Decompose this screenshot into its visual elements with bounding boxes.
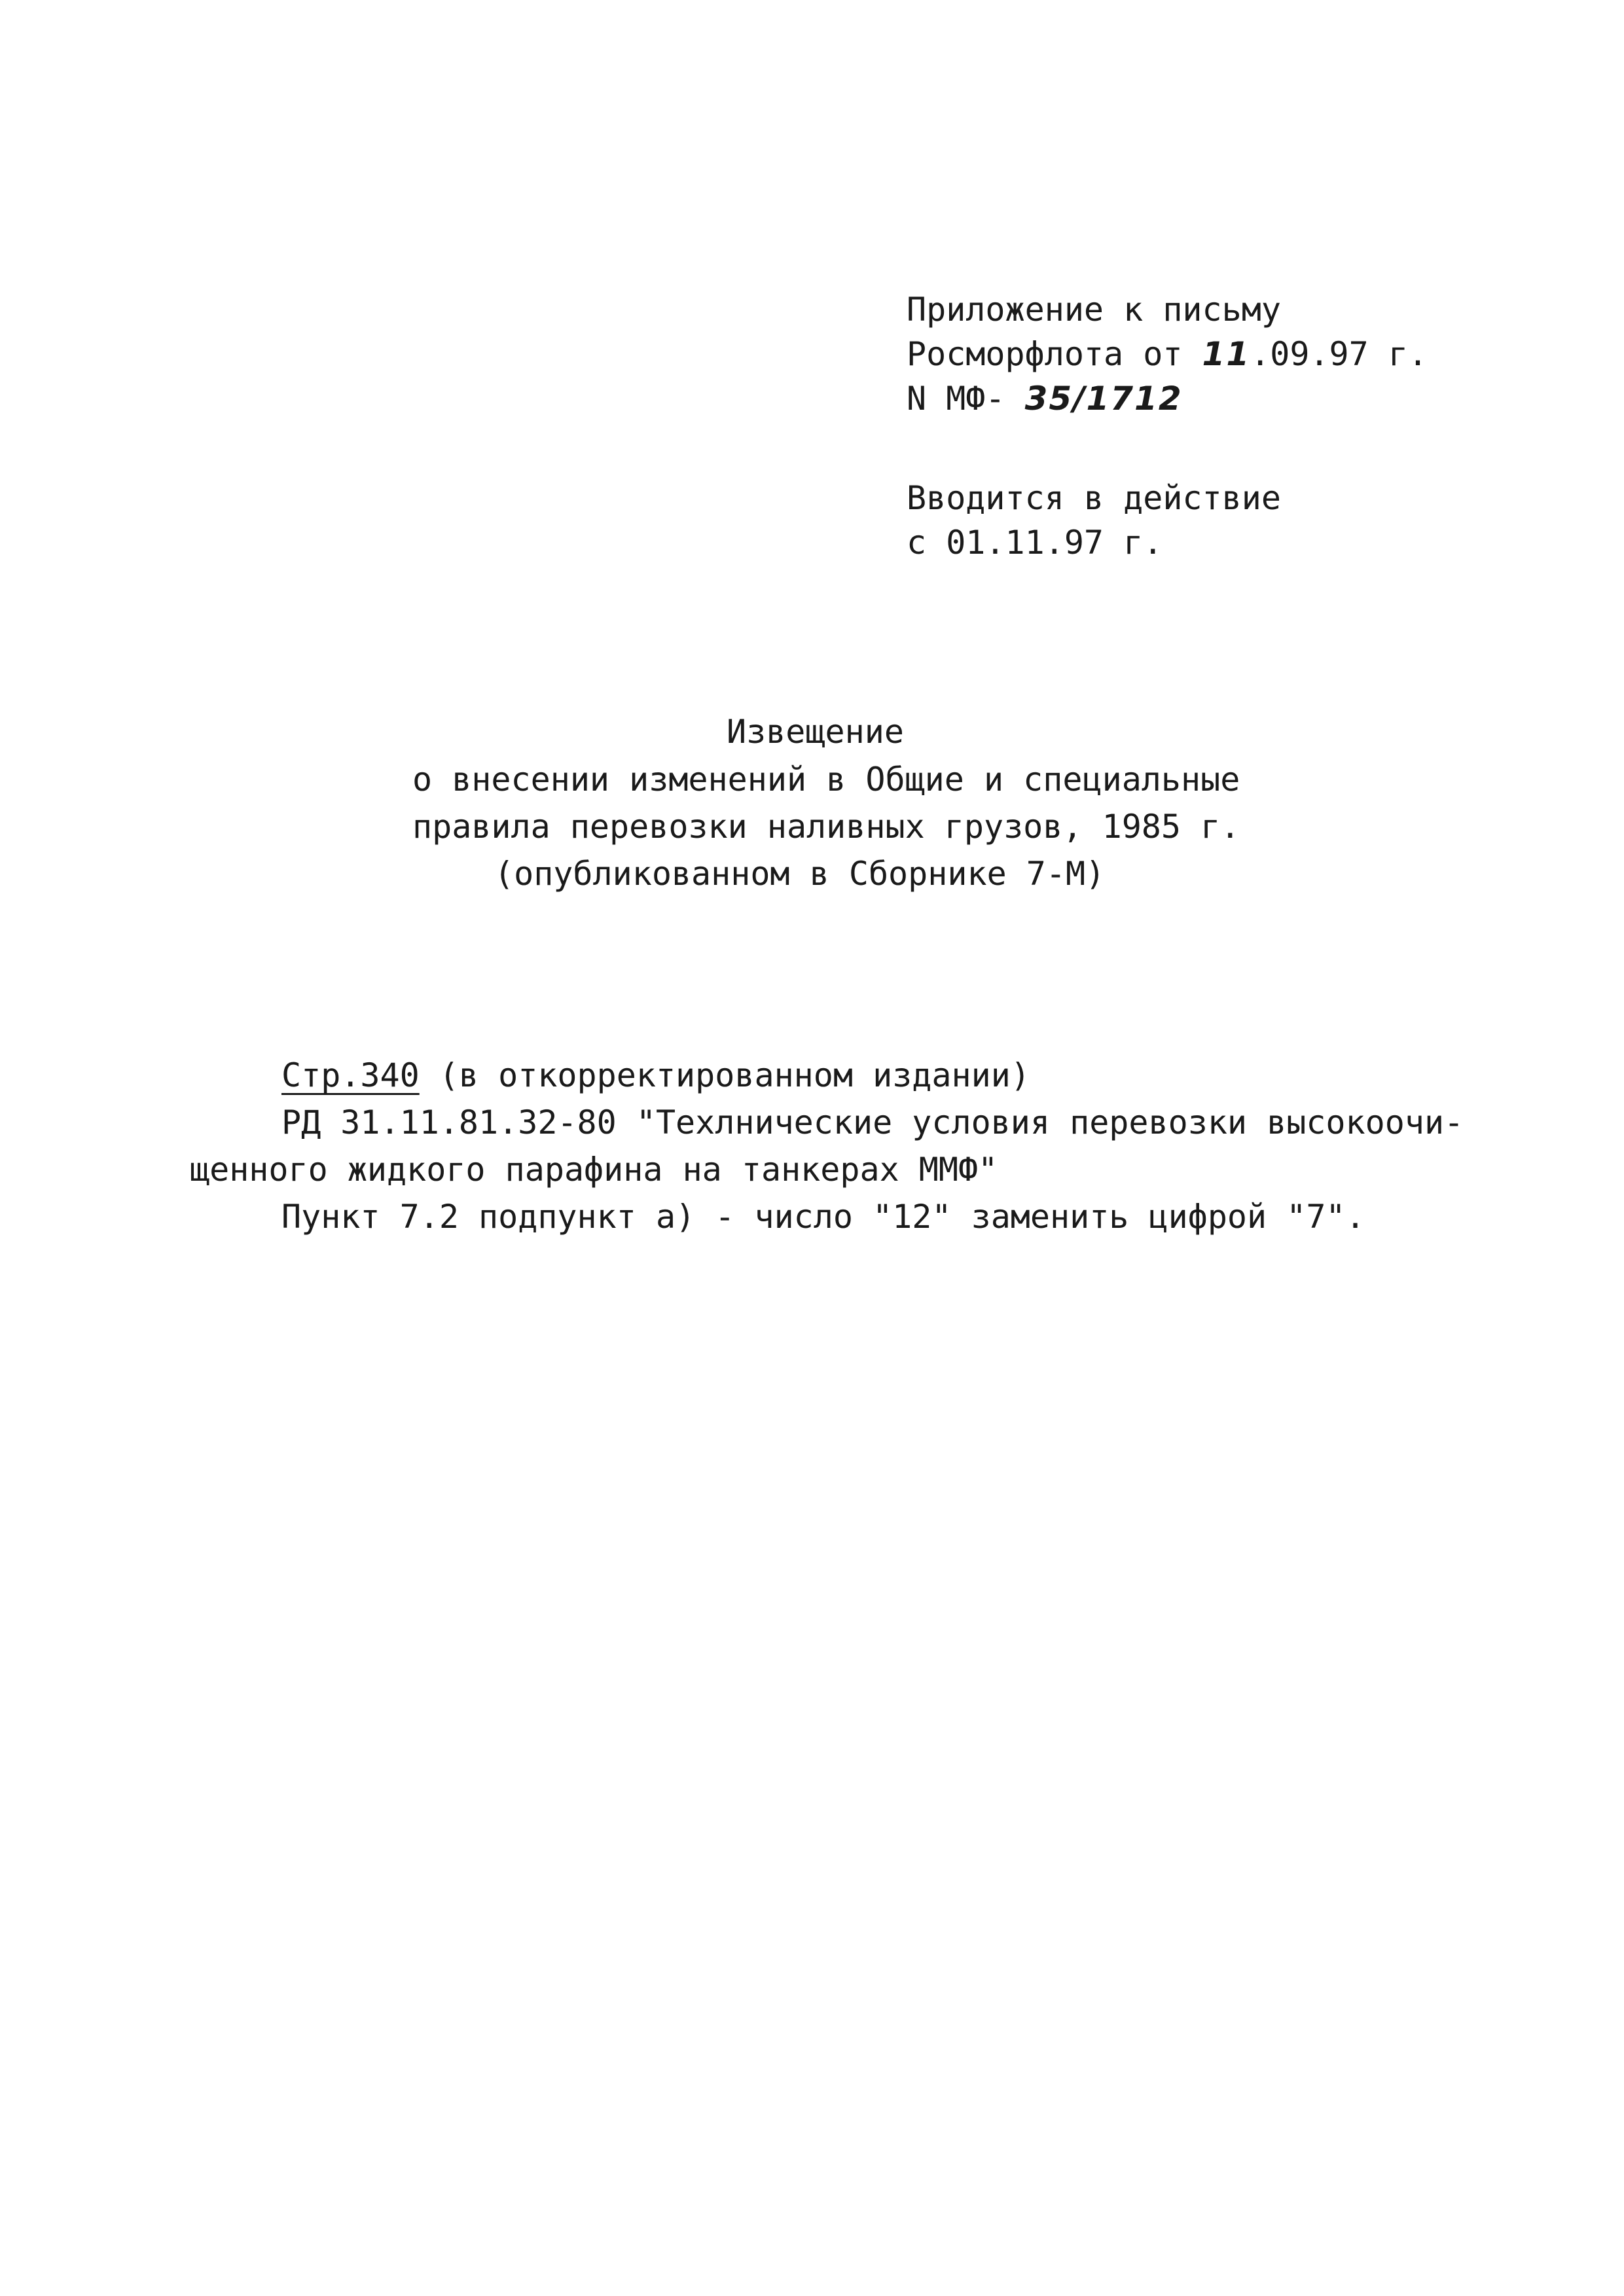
header-attachment-line: Приложение к письму [907, 291, 1281, 329]
page-reference: Стр.340 [281, 1056, 420, 1094]
rd-line-2: щенного жидкого парафина на танкерах ММФ" [190, 1151, 998, 1189]
handwritten-day: 11 [1202, 335, 1251, 373]
header-number-line [907, 377, 1183, 420]
effective-line-1: Вводится в действие [907, 479, 1281, 517]
header-number-prefix: N МФ- [907, 380, 1025, 418]
notice-title: Извещение [727, 713, 904, 751]
amendment-item: Пункт 7.2 подпункт а) - число "12" заменить цифрой "7". [281, 1198, 1365, 1236]
header-date-line [907, 332, 1428, 376]
rd-line-1: РД 31.11.81.32-80 "Техлнические условия перевозки высокоочи- [281, 1103, 1464, 1141]
notice-subtitle-line-2: правила перевозки наливных грузов, 1985 г. [412, 808, 1240, 846]
page-reference-line [281, 1054, 1030, 1097]
effective-line-2: с 01.11.97 г. [907, 524, 1163, 562]
notice-subtitle-line-3: (опубликованном в Сборнике 7-М) [494, 855, 1106, 893]
handwritten-number: 35/1712 [1024, 380, 1183, 418]
header-date-suffix: .09.97 г. [1250, 335, 1428, 373]
notice-subtitle-line-1: о внесении изменений в Общие и специальные [412, 761, 1240, 798]
page-reference-note: (в откорректированном издании) [419, 1056, 1030, 1094]
header-date-prefix: Росморфлота от [907, 335, 1202, 373]
